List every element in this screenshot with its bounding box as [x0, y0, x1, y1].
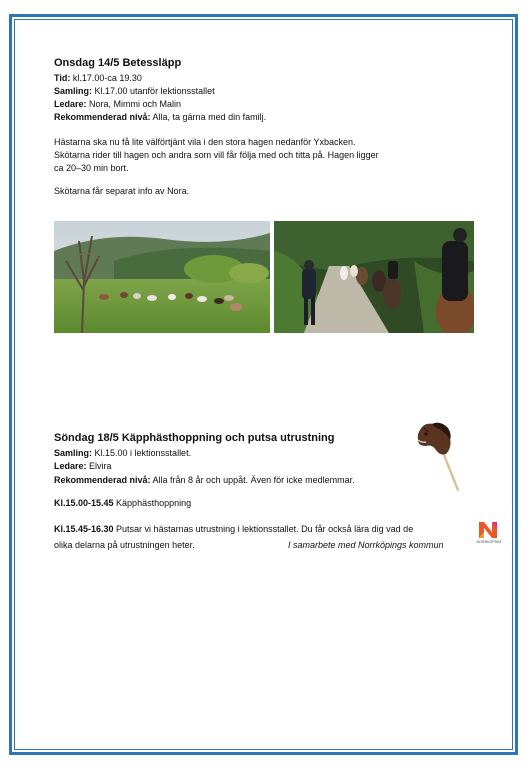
pasture-horses-photo — [54, 221, 270, 333]
niva-label: Rekommenderad nivå: — [54, 112, 151, 122]
samling-label: Samling: — [54, 448, 93, 458]
slot2-text: Putsar vi hästarnas utrustning i lektionsstallet. Du får också lära dig vad de — [113, 524, 414, 534]
logo-text: NORRKÖPING — [476, 540, 502, 544]
slot1-text: Käpphästhoppning — [113, 498, 192, 508]
event1-description — [54, 136, 454, 175]
niva-value: Alla från 8 år och uppåt. Även för icke medlemmar. — [150, 475, 355, 485]
ledare-label: Ledare: — [54, 461, 87, 471]
hobby-horse-illustration — [414, 420, 464, 492]
slot1-time: Kl.15.00-15.45 — [54, 498, 114, 508]
desc-line: ca 20–30 min bort. — [54, 163, 129, 173]
samling-value: Kl.15.00 i lektionsstallet. — [92, 448, 192, 458]
event1-ledare — [54, 98, 181, 111]
event1-tid — [54, 72, 142, 85]
norrkoping-logo — [474, 518, 504, 548]
event2-samling — [54, 447, 191, 460]
tid-value: kl.17.00-ca 19.30 — [70, 73, 142, 83]
event2-niva — [54, 474, 355, 487]
slot2-time: Kl.15.45-16.30 — [54, 524, 114, 534]
riders-on-road-photo — [274, 221, 474, 333]
event2-slot1 — [54, 497, 191, 510]
ledare-value: Elvira — [86, 461, 112, 471]
event2-title: Söndag 18/5 Käpphästhoppning och putsa utrustning — [54, 432, 335, 444]
niva-value: Alla, ta gärna med din familj. — [150, 112, 267, 122]
ledare-value: Nora, Mimmi och Malin — [86, 99, 182, 109]
event1-samling — [54, 85, 215, 98]
event2-ledare — [54, 460, 112, 473]
desc-line: Skötarna rider till hagen och andra som vill får följa med och titta på. Hagen ligger — [54, 150, 379, 160]
page-border-inner — [14, 19, 513, 750]
desc-line: Hästarna ska nu få lite välförtjänt vila i den stora hagen nedanför Yxbacken. — [54, 137, 356, 147]
partner-credit: I samarbete med Norrköpings kommun — [288, 540, 444, 550]
tid-label: Tid: — [54, 73, 71, 83]
ledare-label: Ledare: — [54, 99, 87, 109]
niva-label: Rekommenderad nivå: — [54, 475, 151, 485]
event1-note: Skötarna får separat info av Nora. — [54, 186, 190, 196]
event2-slot2 — [54, 523, 413, 536]
samling-label: Samling: — [54, 86, 93, 96]
samling-value: Kl.17.00 utanför lektionsstallet — [92, 86, 215, 96]
event1-title: Onsdag 14/5 Betessläpp — [54, 57, 182, 69]
event1-niva — [54, 111, 266, 124]
event2-slot2-line2: olika delarna på utrustningen heter. — [54, 540, 195, 550]
